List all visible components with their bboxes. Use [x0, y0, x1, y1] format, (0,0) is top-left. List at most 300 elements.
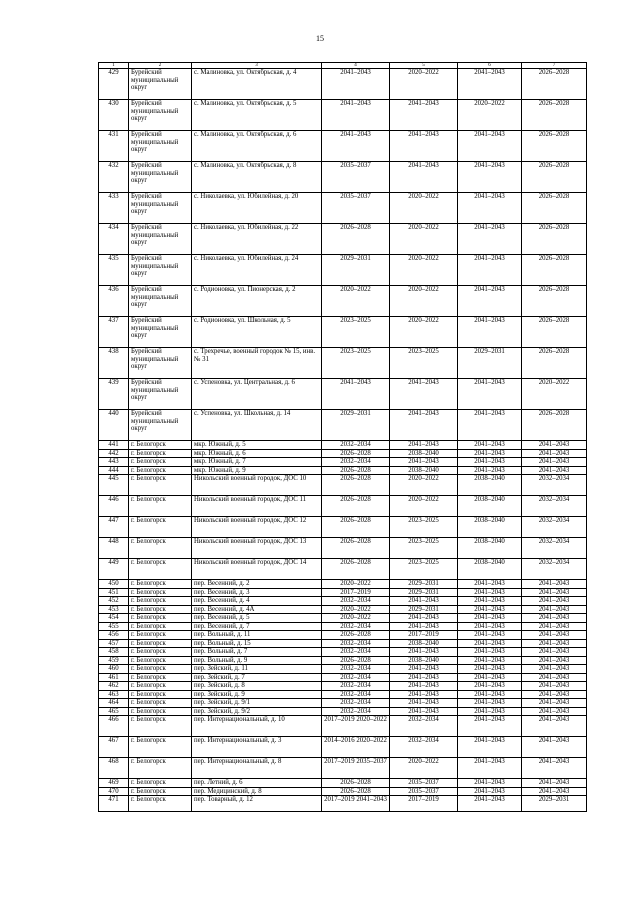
period-col4: 2026–2028	[322, 466, 390, 475]
address-cell: пер. Зейский, д. 9/2	[192, 707, 322, 716]
row-number: 467	[99, 737, 129, 758]
table-row	[99, 559, 587, 580]
period-col7: 2041–2043	[522, 458, 587, 467]
address-cell: Никольский военный городок, ДОС 13	[192, 538, 322, 559]
district-cell: г. Белогорск	[129, 475, 192, 496]
period-col7: 2032–2034	[522, 538, 587, 559]
period-col4: 2032–2034	[322, 699, 390, 708]
row-number: 431	[99, 131, 129, 162]
table-row	[99, 614, 587, 623]
table-row	[99, 707, 587, 716]
period-col5: 2038–2040	[390, 656, 458, 665]
period-col4: 2032–2034	[322, 458, 390, 467]
period-col6: 2041–2043	[458, 286, 522, 317]
row-number: 455	[99, 622, 129, 631]
period-col6: 2041–2043	[458, 673, 522, 682]
period-col7: 2026–2028	[522, 69, 587, 100]
address-cell: с. Малиновка, ул. Октябрьская, д. 8	[192, 162, 322, 193]
address-cell: с. Николаевка, ул. Юбилейная, д. 22	[192, 224, 322, 255]
table-row	[99, 656, 587, 665]
row-number: 429	[99, 69, 129, 100]
period-col6: 2041–2043	[458, 162, 522, 193]
period-col5: 2041–2043	[390, 162, 458, 193]
period-col7: 2041–2043	[522, 580, 587, 589]
address-cell: мкр. Южный, д. 6	[192, 449, 322, 458]
period-col4: 2035–2037	[322, 193, 390, 224]
address-cell: пер. Вольный, д. 15	[192, 639, 322, 648]
period-col4: 2026–2028	[322, 559, 390, 580]
row-number: 465	[99, 707, 129, 716]
address-cell: пер. Зейский, д. 11	[192, 665, 322, 674]
district-cell: г. Белогорск	[129, 787, 192, 796]
row-number: 445	[99, 475, 129, 496]
header-cell: 7	[522, 63, 587, 69]
period-col5: 2020–2022	[390, 758, 458, 779]
district-cell: Бурейский муниципальный округ	[129, 379, 192, 410]
header-cell: 3	[192, 63, 322, 69]
table-row	[99, 449, 587, 458]
row-number: 441	[99, 441, 129, 450]
period-col7: 2041–2043	[522, 690, 587, 699]
period-col7: 2026–2028	[522, 317, 587, 348]
district-cell: Бурейский муниципальный округ	[129, 317, 192, 348]
row-number: 433	[99, 193, 129, 224]
address-cell: пер. Летний, д. 6	[192, 779, 322, 788]
district-cell: г. Белогорск	[129, 517, 192, 538]
table-row	[99, 162, 587, 193]
schedule-table	[98, 62, 587, 812]
address-cell: мкр. Южный, д. 5	[192, 441, 322, 450]
period-col7: 2026–2028	[522, 193, 587, 224]
period-col5: 2020–2022	[390, 255, 458, 286]
table-row	[99, 100, 587, 131]
address-cell: пер. Весенний, д. 3	[192, 588, 322, 597]
period-col4: 2032–2034	[322, 690, 390, 699]
row-number: 463	[99, 690, 129, 699]
district-cell: Бурейский муниципальный округ	[129, 162, 192, 193]
address-cell: пер. Медицинский, д. 8	[192, 787, 322, 796]
period-col5: 2020–2022	[390, 496, 458, 517]
period-col7: 2041–2043	[522, 605, 587, 614]
period-col7: 2032–2034	[522, 517, 587, 538]
district-cell: г. Белогорск	[129, 707, 192, 716]
period-col7: 2041–2043	[522, 622, 587, 631]
period-col5: 2038–2040	[390, 449, 458, 458]
address-cell: с. Николаевка, ул. Юбилейная, д. 20	[192, 193, 322, 224]
table-row	[99, 131, 587, 162]
period-col5: 2038–2040	[390, 466, 458, 475]
period-col6: 2038–2040	[458, 496, 522, 517]
period-col5: 2041–2043	[390, 100, 458, 131]
header-cell: 6	[458, 63, 522, 69]
period-col6: 2041–2043	[458, 787, 522, 796]
period-col5: 2041–2043	[390, 690, 458, 699]
period-col4: 2017–2019 2020–2022	[322, 716, 390, 737]
address-cell: Никольский военный городок, ДОС 11	[192, 496, 322, 517]
row-number: 437	[99, 317, 129, 348]
period-col7: 2041–2043	[522, 449, 587, 458]
address-cell: пер. Весенний, д. 4	[192, 597, 322, 606]
table-row	[99, 588, 587, 597]
row-number: 458	[99, 648, 129, 657]
district-cell: г. Белогорск	[129, 605, 192, 614]
district-cell: г. Белогорск	[129, 449, 192, 458]
row-number: 460	[99, 665, 129, 674]
period-col7: 2041–2043	[522, 631, 587, 640]
table-row	[99, 673, 587, 682]
period-col7: 2041–2043	[522, 665, 587, 674]
period-col7: 2026–2028	[522, 348, 587, 379]
period-col7: 2032–2034	[522, 496, 587, 517]
period-col4: 2026–2028	[322, 449, 390, 458]
row-number: 436	[99, 286, 129, 317]
period-col4: 2014–2016 2020–2022	[322, 737, 390, 758]
period-col7: 2041–2043	[522, 656, 587, 665]
row-number: 439	[99, 379, 129, 410]
period-col7: 2032–2034	[522, 475, 587, 496]
address-cell: с. Успеновка, ул. Школьная, д. 14	[192, 410, 322, 441]
district-cell: Бурейский муниципальный округ	[129, 224, 192, 255]
row-number: 443	[99, 458, 129, 467]
period-col5: 2029–2031	[390, 588, 458, 597]
period-col5: 2038–2040	[390, 639, 458, 648]
period-col5: 2029–2031	[390, 580, 458, 589]
period-col4: 2041–2043	[322, 379, 390, 410]
period-col6: 2041–2043	[458, 131, 522, 162]
district-cell: г. Белогорск	[129, 458, 192, 467]
period-col5: 2035–2037	[390, 779, 458, 788]
address-cell: пер. Весенний, д. 7	[192, 622, 322, 631]
address-cell: пер. Товарный, д. 12	[192, 796, 322, 812]
district-cell: г. Белогорск	[129, 665, 192, 674]
period-col4: 2032–2034	[322, 665, 390, 674]
period-col4: 2020–2022	[322, 286, 390, 317]
period-col6: 2041–2043	[458, 656, 522, 665]
row-number: 440	[99, 410, 129, 441]
table-row	[99, 665, 587, 674]
district-cell: Бурейский муниципальный округ	[129, 193, 192, 224]
period-col5: 2023–2025	[390, 559, 458, 580]
period-col6: 2041–2043	[458, 796, 522, 812]
row-number: 454	[99, 614, 129, 623]
period-col7: 2041–2043	[522, 737, 587, 758]
row-number: 466	[99, 716, 129, 737]
period-col4: 2026–2028	[322, 475, 390, 496]
district-cell: г. Белогорск	[129, 656, 192, 665]
period-col5: 2020–2022	[390, 69, 458, 100]
period-col4: 2023–2025	[322, 317, 390, 348]
period-col4: 2041–2043	[322, 69, 390, 100]
table-row	[99, 631, 587, 640]
table-row	[99, 605, 587, 614]
address-cell: с. Трехречье, военный городок № 15, инв. № 31	[192, 348, 322, 379]
header-cell: 4	[322, 63, 390, 69]
period-col7: 2041–2043	[522, 597, 587, 606]
table-row	[99, 639, 587, 648]
row-number: 446	[99, 496, 129, 517]
period-col6: 2041–2043	[458, 622, 522, 631]
period-col6: 2041–2043	[458, 639, 522, 648]
period-col4: 2032–2034	[322, 707, 390, 716]
period-col5: 2020–2022	[390, 317, 458, 348]
period-col5: 2020–2022	[390, 286, 458, 317]
period-col7: 2041–2043	[522, 682, 587, 691]
address-cell: пер. Вольный, д. 11	[192, 631, 322, 640]
address-cell: с. Малиновка, ул. Октябрьская, д. 4	[192, 69, 322, 100]
period-col5: 2020–2022	[390, 193, 458, 224]
district-cell: г. Белогорск	[129, 597, 192, 606]
address-cell: пер. Интернациональный, д. 3	[192, 737, 322, 758]
period-col5: 2020–2022	[390, 475, 458, 496]
period-col4: 2017–2019	[322, 588, 390, 597]
period-col6: 2041–2043	[458, 597, 522, 606]
address-cell: с. Малиновка, ул. Октябрьская, д. 6	[192, 131, 322, 162]
district-cell: г. Белогорск	[129, 631, 192, 640]
period-col4: 2017–2019 2035–2037	[322, 758, 390, 779]
district-cell: г. Белогорск	[129, 673, 192, 682]
period-col4: 2020–2022	[322, 614, 390, 623]
row-number: 453	[99, 605, 129, 614]
period-col6: 2041–2043	[458, 449, 522, 458]
row-number: 447	[99, 517, 129, 538]
period-col7: 2041–2043	[522, 673, 587, 682]
period-col4: 2026–2028	[322, 787, 390, 796]
period-col5: 2041–2043	[390, 597, 458, 606]
period-col6: 2041–2043	[458, 631, 522, 640]
period-col7: 2029–2031	[522, 796, 587, 812]
period-col6: 2038–2040	[458, 517, 522, 538]
period-col6: 2041–2043	[458, 779, 522, 788]
address-cell: мкр. Южный, д. 9	[192, 466, 322, 475]
table-row	[99, 286, 587, 317]
period-col5: 2041–2043	[390, 622, 458, 631]
period-col7: 2041–2043	[522, 716, 587, 737]
table-row	[99, 193, 587, 224]
row-number: 469	[99, 779, 129, 788]
district-cell: г. Белогорск	[129, 588, 192, 597]
table-row	[99, 496, 587, 517]
district-cell: г. Белогорск	[129, 796, 192, 812]
period-col6: 2041–2043	[458, 707, 522, 716]
period-col6: 2038–2040	[458, 475, 522, 496]
period-col6: 2041–2043	[458, 466, 522, 475]
period-col4: 2029–2031	[322, 255, 390, 286]
period-col7: 2026–2028	[522, 162, 587, 193]
period-col7: 2041–2043	[522, 441, 587, 450]
period-col7: 2026–2028	[522, 255, 587, 286]
period-col4: 2017–2019 2041–2043	[322, 796, 390, 812]
period-col4: 2032–2034	[322, 597, 390, 606]
period-col5: 2041–2043	[390, 648, 458, 657]
period-col6: 2041–2043	[458, 682, 522, 691]
district-cell: Бурейский муниципальный округ	[129, 255, 192, 286]
table-row	[99, 410, 587, 441]
period-col6: 2041–2043	[458, 580, 522, 589]
period-col6: 2041–2043	[458, 588, 522, 597]
district-cell: г. Белогорск	[129, 622, 192, 631]
period-col6: 2041–2043	[458, 614, 522, 623]
address-cell: пер. Вольный, д. 9	[192, 656, 322, 665]
address-cell: пер. Интернациональный, д. 8	[192, 758, 322, 779]
address-cell: пер. Весенний, д. 2	[192, 580, 322, 589]
address-cell: с. Родионовка, ул. Школьная, д. 5	[192, 317, 322, 348]
row-number: 462	[99, 682, 129, 691]
table-row	[99, 690, 587, 699]
period-col5: 2041–2043	[390, 682, 458, 691]
table-row	[99, 441, 587, 450]
address-cell: пер. Зейский, д. 8	[192, 682, 322, 691]
period-col4: 2020–2022	[322, 580, 390, 589]
table-row	[99, 682, 587, 691]
period-col7: 2041–2043	[522, 648, 587, 657]
period-col5: 2032–2034	[390, 737, 458, 758]
period-col4: 2032–2034	[322, 673, 390, 682]
table-row	[99, 699, 587, 708]
period-col4: 2026–2028	[322, 517, 390, 538]
address-cell: с. Малиновка, ул. Октябрьская, д. 5	[192, 100, 322, 131]
district-cell: г. Белогорск	[129, 496, 192, 517]
period-col5: 2041–2043	[390, 707, 458, 716]
period-col4: 2032–2034	[322, 648, 390, 657]
period-col5: 2035–2037	[390, 787, 458, 796]
table-row	[99, 597, 587, 606]
table-row	[99, 648, 587, 657]
table-row	[99, 255, 587, 286]
period-col6: 2041–2043	[458, 758, 522, 779]
period-col6: 2041–2043	[458, 69, 522, 100]
district-cell: г. Белогорск	[129, 716, 192, 737]
period-col6: 2020–2022	[458, 100, 522, 131]
period-col7: 2026–2028	[522, 131, 587, 162]
table-row	[99, 475, 587, 496]
row-number: 468	[99, 758, 129, 779]
period-col4: 2035–2037	[322, 162, 390, 193]
period-col4: 2029–2031	[322, 410, 390, 441]
period-col4: 2032–2034	[322, 441, 390, 450]
table-row	[99, 69, 587, 100]
row-number: 471	[99, 796, 129, 812]
district-cell: Бурейский муниципальный округ	[129, 100, 192, 131]
district-cell: г. Белогорск	[129, 466, 192, 475]
period-col4: 2026–2028	[322, 656, 390, 665]
period-col5: 2020–2022	[390, 224, 458, 255]
table-row	[99, 458, 587, 467]
table-row	[99, 580, 587, 589]
period-col7: 2041–2043	[522, 588, 587, 597]
district-cell: г. Белогорск	[129, 699, 192, 708]
period-col6: 2038–2040	[458, 559, 522, 580]
period-col7: 2026–2028	[522, 224, 587, 255]
period-col4: 2026–2028	[322, 538, 390, 559]
period-col5: 2017–2019	[390, 796, 458, 812]
table-row	[99, 466, 587, 475]
row-number: 448	[99, 538, 129, 559]
period-col7: 2041–2043	[522, 779, 587, 788]
period-col6: 2041–2043	[458, 716, 522, 737]
row-number: 452	[99, 597, 129, 606]
period-col7: 2020–2022	[522, 379, 587, 410]
table-row	[99, 779, 587, 788]
period-col5: 2029–2031	[390, 605, 458, 614]
period-col7: 2041–2043	[522, 699, 587, 708]
address-cell: пер. Зейский, д. 9/1	[192, 699, 322, 708]
period-col6: 2041–2043	[458, 690, 522, 699]
row-number: 457	[99, 639, 129, 648]
address-cell: пер. Вольный, д. 7	[192, 648, 322, 657]
period-col4: 2032–2034	[322, 639, 390, 648]
period-col6: 2029–2031	[458, 348, 522, 379]
row-number: 444	[99, 466, 129, 475]
period-col6: 2041–2043	[458, 193, 522, 224]
address-cell: Никольский военный городок, ДОС 12	[192, 517, 322, 538]
district-cell: Бурейский муниципальный округ	[129, 410, 192, 441]
row-number: 435	[99, 255, 129, 286]
row-number: 461	[99, 673, 129, 682]
row-number: 464	[99, 699, 129, 708]
table-row	[99, 517, 587, 538]
period-col4: 2041–2043	[322, 131, 390, 162]
table-row	[99, 796, 587, 812]
address-cell: пер. Весенний, д. 5	[192, 614, 322, 623]
district-cell: Бурейский муниципальный округ	[129, 69, 192, 100]
period-col5: 2023–2025	[390, 538, 458, 559]
district-cell: г. Белогорск	[129, 758, 192, 779]
address-cell: Никольский военный городок, ДОС 14	[192, 559, 322, 580]
row-number: 450	[99, 580, 129, 589]
row-number: 456	[99, 631, 129, 640]
row-number: 432	[99, 162, 129, 193]
address-cell: с. Родионовка, ул. Пионерская, д. 2	[192, 286, 322, 317]
period-col5: 2041–2043	[390, 699, 458, 708]
table-row	[99, 737, 587, 758]
district-cell: г. Белогорск	[129, 441, 192, 450]
period-col5: 2041–2043	[390, 458, 458, 467]
period-col5: 2041–2043	[390, 379, 458, 410]
period-col4: 2026–2028	[322, 224, 390, 255]
district-cell: г. Белогорск	[129, 682, 192, 691]
period-col5: 2041–2043	[390, 441, 458, 450]
address-cell: пер. Весенний, д. 4А	[192, 605, 322, 614]
period-col4: 2026–2028	[322, 631, 390, 640]
district-cell: г. Белогорск	[129, 559, 192, 580]
period-col4: 2041–2043	[322, 100, 390, 131]
period-col6: 2041–2043	[458, 737, 522, 758]
period-col6: 2041–2043	[458, 458, 522, 467]
period-col5: 2041–2043	[390, 614, 458, 623]
district-cell: г. Белогорск	[129, 648, 192, 657]
period-col7: 2026–2028	[522, 100, 587, 131]
address-cell: мкр. Южный, д. 7	[192, 458, 322, 467]
period-col5: 2017–2019	[390, 631, 458, 640]
district-cell: г. Белогорск	[129, 639, 192, 648]
district-cell: г. Белогорск	[129, 538, 192, 559]
period-col7: 2032–2034	[522, 559, 587, 580]
table-row	[99, 538, 587, 559]
period-col6: 2041–2043	[458, 317, 522, 348]
period-col7: 2041–2043	[522, 639, 587, 648]
period-col6: 2041–2043	[458, 648, 522, 657]
row-number: 438	[99, 348, 129, 379]
address-cell: с. Николаевка, ул. Юбилейная, д. 24	[192, 255, 322, 286]
period-col5: 2023–2025	[390, 348, 458, 379]
district-cell: г. Белогорск	[129, 580, 192, 589]
district-cell: Бурейский муниципальный округ	[129, 286, 192, 317]
table-row	[99, 348, 587, 379]
period-col6: 2041–2043	[458, 379, 522, 410]
page-number: 15	[316, 34, 324, 43]
table-row	[99, 379, 587, 410]
address-cell: пер. Интернациональный, д. 10	[192, 716, 322, 737]
